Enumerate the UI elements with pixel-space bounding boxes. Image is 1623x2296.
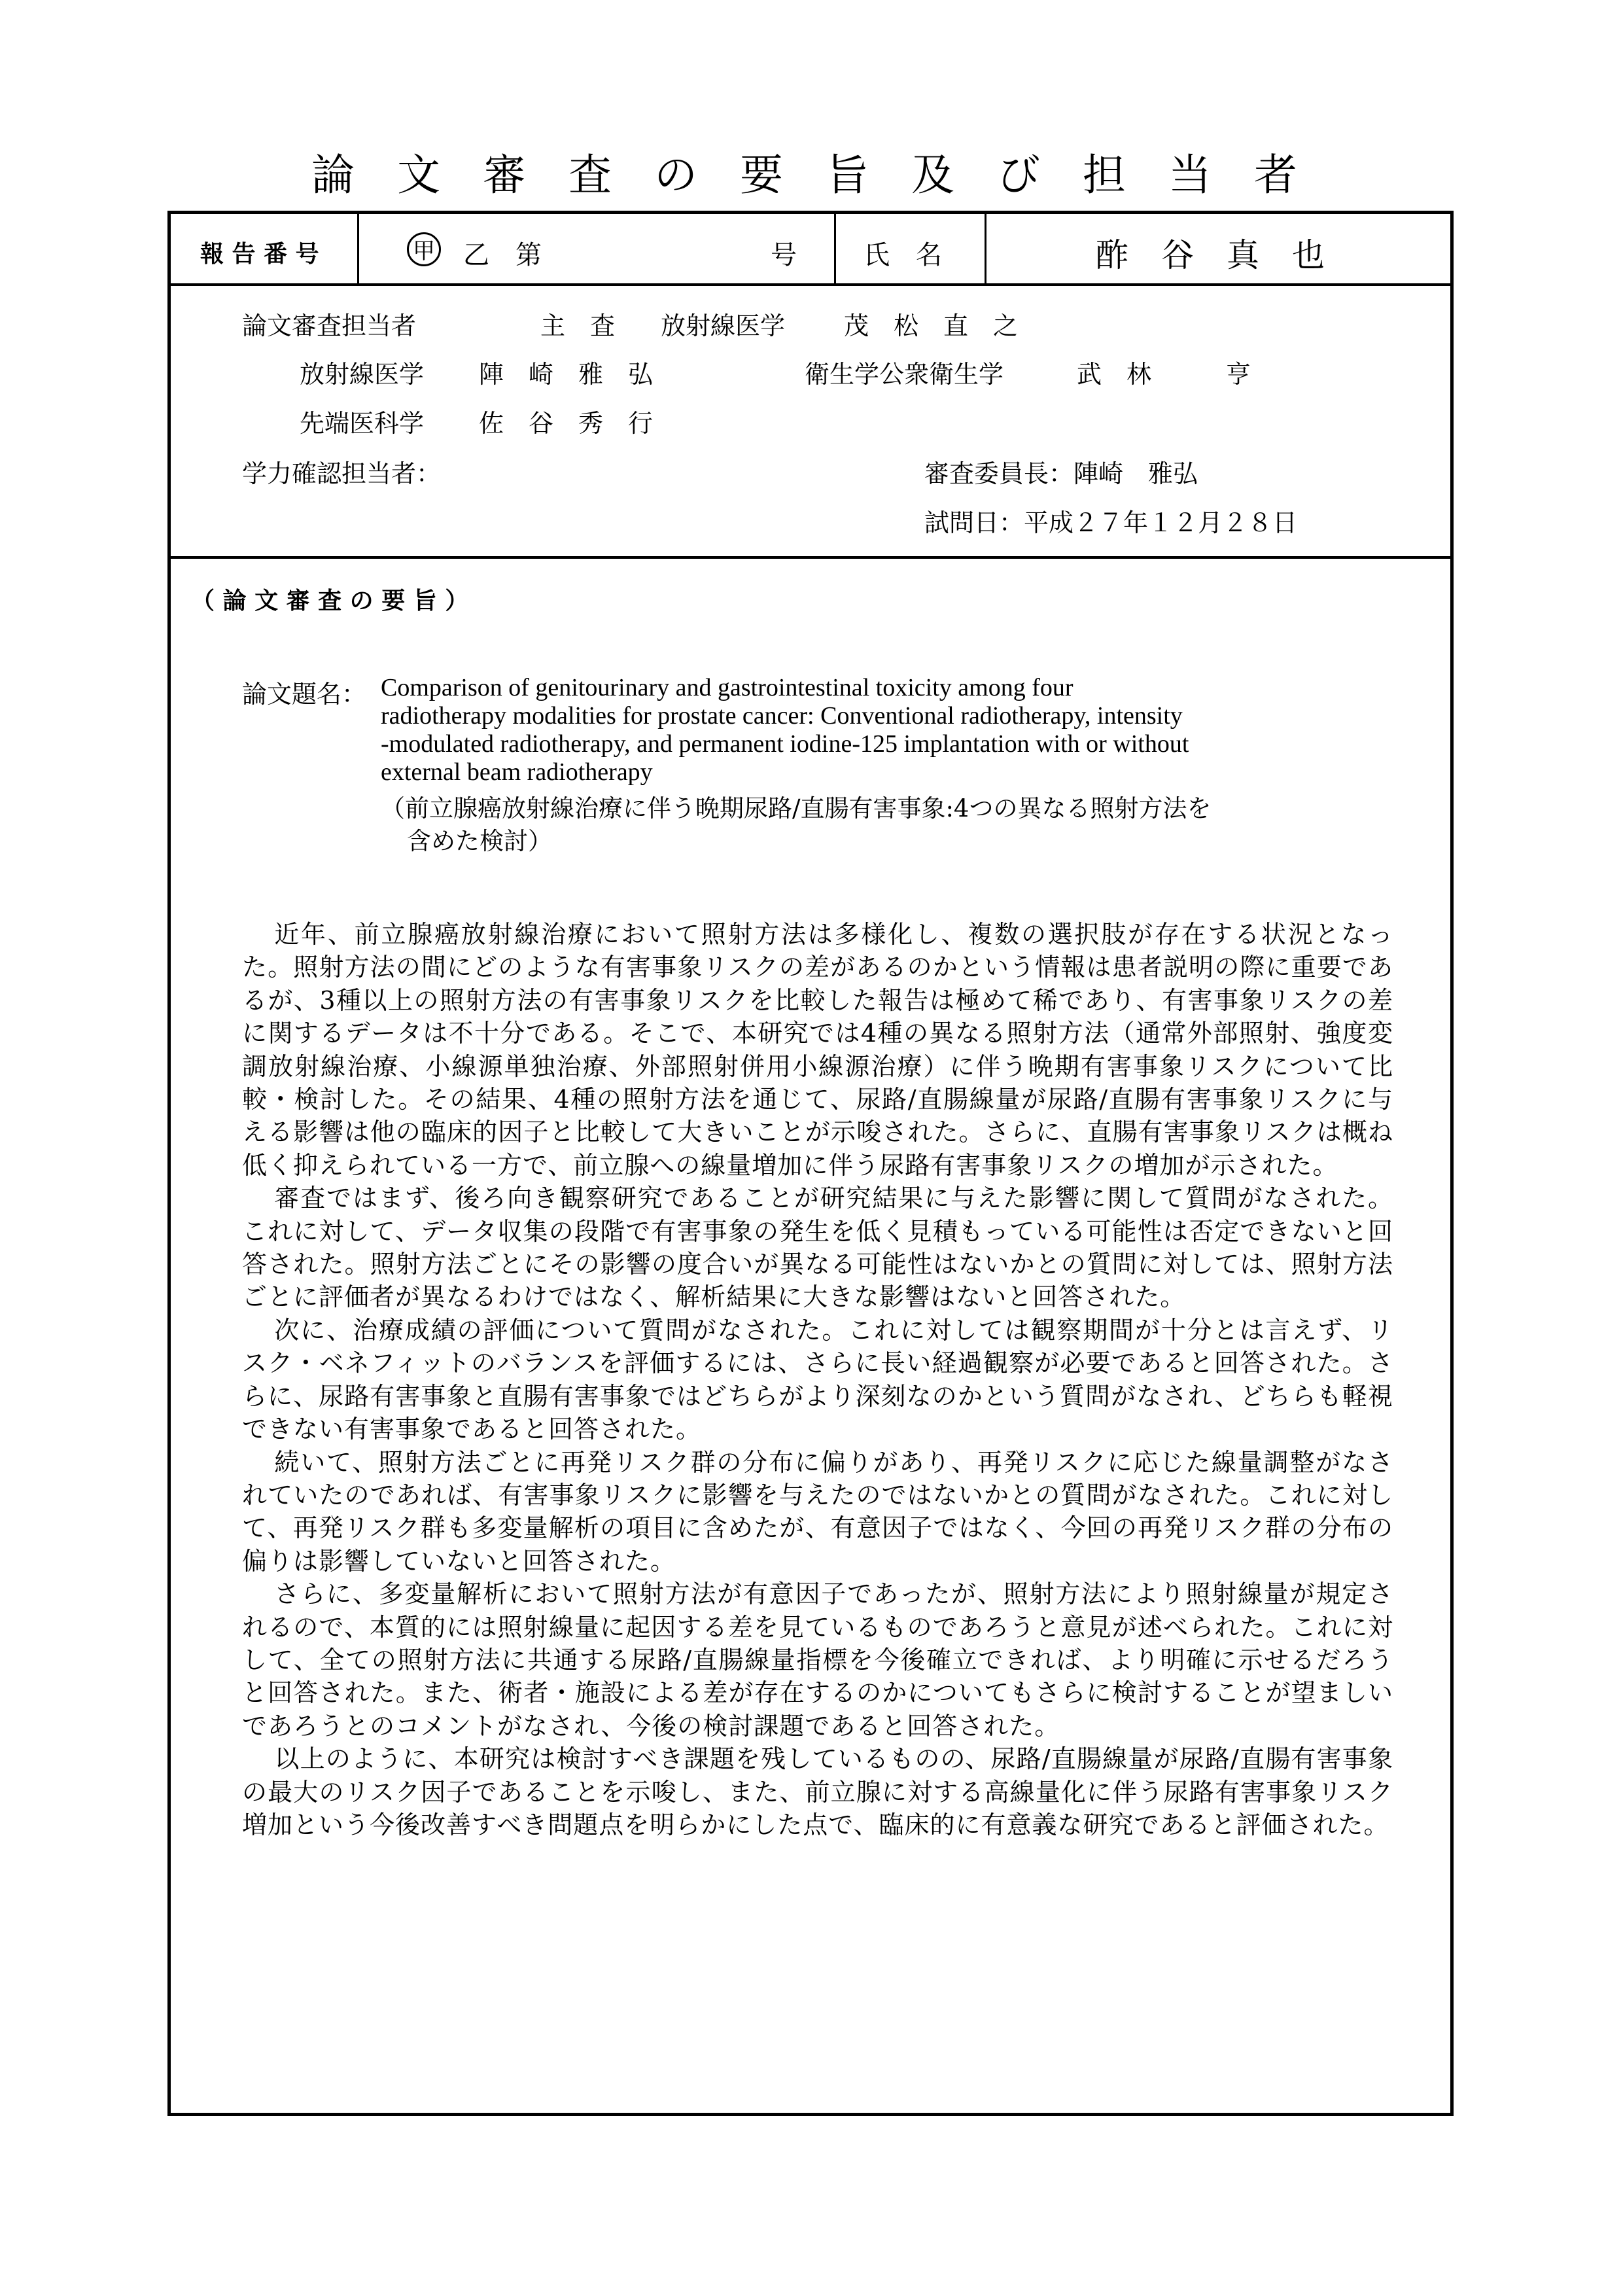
thesis-title-en-line3: -modulated radiotherapy, and permanent iodine-125 implantation with or without [381, 730, 1189, 758]
member1-name: 陣 崎 雅 弘 [479, 360, 654, 389]
summary-paragraph: さらに、多変量解析において照射方法が有意因子であったが、照射方法により照射線量が規定されるので、本質的には照射線量に起因する差を見ているものであろうと意見が述べられた。これに対して、全ての照射方法に共通する尿路/直腸線量指標を今後確立できれば、より明確に示せるだろうと回答された。また、術者・施設による差が存在するのかについてもさらに検討することが望ましいであろうとのコメントがなされ、今後の検討課題であると回答された。 [242, 1580, 1393, 1740]
go-label: 号 [771, 240, 797, 270]
summary-body [242, 918, 1393, 1841]
kou-circle-mark: 甲 [407, 232, 441, 266]
member2-dept: 衛生学公衆衛生学 [805, 360, 1004, 389]
header-col-divider-3 [985, 212, 986, 285]
header-divider [167, 283, 1454, 286]
member3-dept: 先端医科学 [300, 409, 425, 438]
thesis-title-en-line4: external beam radiotherapy [381, 758, 653, 786]
summary-paragraph: 審査ではまず、後ろ向き観察研究であることが研究結果に与えた影響に関して質問がなされた。これに対して、データ収集の段階で有害事象の発生を低く見積もっている可能性は否定できないと回答された。照射方法ごとにその影響の度合いが異なる可能性はないかとの質問に対しては、照射方法ごとに評価者が異なるわけではなく、解析結果に大きな影響はないと回答された。 [242, 1184, 1393, 1312]
examiners-label: 論文審査担当者 [242, 311, 417, 340]
committee-chair: 審査委員長：陣崎 雅弘 [924, 459, 1198, 488]
exam-date: 試問日：平成２７年１２月２８日 [924, 508, 1298, 537]
otsu-dai: 乙 第 [463, 240, 542, 270]
thesis-title-en-line2: radiotherapy modalities for prostate cancer: Conventional radiotherapy, intensity [381, 702, 1183, 730]
thesis-title-ja-line2: 含めた検討） [407, 827, 552, 855]
thesis-title-ja-line1: （前立腺癌放射線治療に伴う晩期尿路/直腸有害事象:4つの異なる照射方法を [381, 794, 1212, 822]
name-value: 酢 谷 真 也 [1096, 236, 1325, 274]
summary-paragraph: 近年、前立腺癌放射線治療において照射方法は多様化し、複数の選択肢が存在する状況となった。照射方法の間にどのような有害事象リスクの差があるのかという情報は患者説明の際に重要であるが、3種以上の照射方法の有害事象リスクを比較した報告は極めて稀であり、有害事象リスクの差に関するデータは不十分である。そこで、本研究では4種の異なる照射方法（通常外部照射、強度変調放射線治療、小線源単独治療、外部照射併用小線源治療）に伴う晩期有害事象リスクについて比較・検討した。その結果、4種の照射方法を通じて、尿路/直腸線量が尿路/直腸有害事象リスクに与える影響は他の臨床的因子と比較して大きいことが示唆された。さらに、直腸有害事象リスクは概ね低く抑えられている一方で、前立腺への線量増加に伴う尿路有害事象リスクの増加が示された。 [242, 920, 1393, 1180]
academic-confirm-label: 学力確認担当者： [242, 459, 442, 488]
summary-paragraph: 続いて、照射方法ごとに再発リスク群の分布に偏りがあり、再発リスクに応じた線量調整がなされていたのであれば、有害事象リスクに影響を与えたのではないかとの質問がなされた。これに対して、再発リスク群も多変量解析の項目に含めたが、有意因子ではなく、今回の再発リスク群の分布の偏りは影響していないと回答された。 [242, 1447, 1393, 1576]
examiners-divider [167, 556, 1454, 559]
header-col-divider-1 [357, 212, 359, 285]
thesis-title-en-line1: Comparison of genitourinary and gastrointestinal toxicity among four [381, 674, 1073, 701]
chief-role: 主 査 [540, 311, 616, 340]
member2-name: 武 林 亨 [1077, 360, 1251, 389]
name-label: 氏 名 [864, 240, 942, 270]
summary-paragraph: 以上のように、本研究は検討すべき課題を残しているものの、尿路/直腸線量が尿路/直腸有害事象の最大のリスク因子であることを示唆し、また、前立腺に対する高線量化に伴う尿路有害事象リスク増加という今後改善すべき問題点を明らかにした点で、臨床的に有意義な研究であると評価された。 [242, 1744, 1393, 1839]
page-title: 論 文 審 査 の 要 旨 及 び 担 当 者 [311, 150, 1312, 200]
summary-section-label: （ 論 文 審 査 の 要 旨 ） [191, 588, 469, 614]
header-col-divider-2 [834, 212, 836, 285]
chief-name: 茂 松 直 之 [844, 311, 1019, 340]
report-number-label: 報 告 番 号 [200, 241, 319, 268]
member1-dept: 放射線医学 [300, 360, 425, 389]
thesis-label: 論文題名： [242, 680, 367, 709]
member3-name: 佐 谷 秀 行 [479, 409, 654, 438]
chief-dept: 放射線医学 [661, 311, 786, 340]
summary-paragraph: 次に、治療成績の評価について質問がなされた。これに対しては観察期間が十分とは言えず、リスク・ベネフィットのバランスを評価するには、さらに長い経過観察が必要であると回答された。さらに、尿路有害事象と直腸有害事象ではどちらがより深刻なのかという質問がなされ、どちらも軽視できない有害事象であると回答された。 [242, 1315, 1393, 1444]
